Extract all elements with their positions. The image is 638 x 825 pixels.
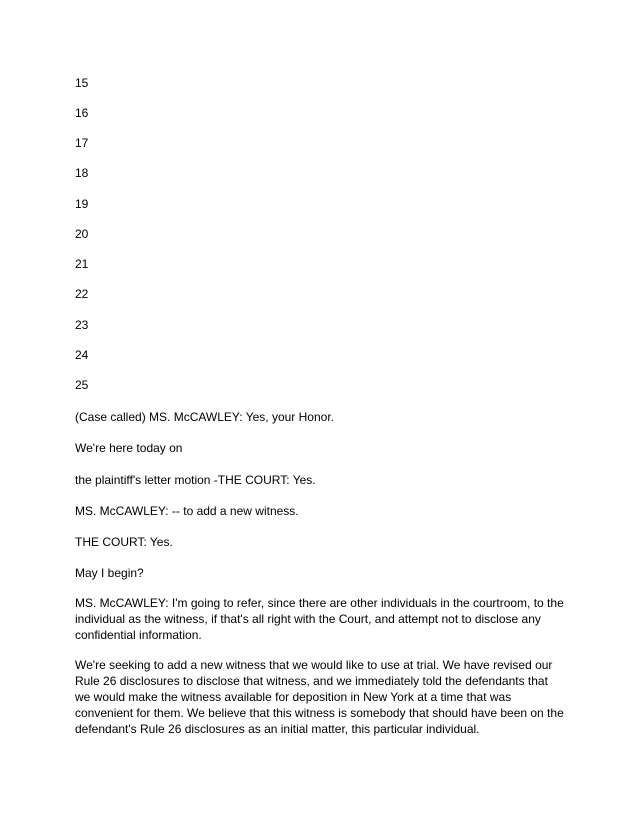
line-number: 22 xyxy=(75,287,89,301)
line-number: 16 xyxy=(75,106,89,120)
transcript-paragraph: THE COURT: Yes. xyxy=(75,535,173,549)
line-number: 23 xyxy=(75,318,89,332)
transcript-paragraph: MS. McCAWLEY: I'm going to refer, since there are other individuals in the courtroom, to the individual as the witness, if that's all right with the Court, and attempt not to disclose any confidential information. xyxy=(75,596,564,642)
transcript-paragraph: the plaintiff's letter motion -THE COURT: Yes. xyxy=(75,473,316,487)
transcript-paragraph: (Case called) MS. McCAWLEY: Yes, your Honor. xyxy=(75,410,334,424)
line-number: 20 xyxy=(75,227,89,241)
line-number: 21 xyxy=(75,257,89,271)
transcript-paragraph: May I begin? xyxy=(75,566,144,580)
transcript-paragraph: We're seeking to add a new witness that we would like to use at trial. We have revised our Rule 26 disclosures to disclose that witness, and we immediately told the defendants that we would make the witness available for deposition in New York at a time that was convenient for them. We believe that this witness is somebody that should have been on the defendant's Rule 26 disclosures as an initial matter, this particular individual. xyxy=(75,658,564,736)
line-number: 25 xyxy=(75,378,89,392)
line-number: 17 xyxy=(75,136,89,150)
line-number: 18 xyxy=(75,166,89,180)
transcript-paragraph: We're here today on xyxy=(75,441,183,455)
line-number: 15 xyxy=(75,76,89,90)
line-number: 24 xyxy=(75,348,89,362)
transcript-paragraph: MS. McCAWLEY: -- to add a new witness. xyxy=(75,504,299,518)
line-number: 19 xyxy=(75,197,89,211)
